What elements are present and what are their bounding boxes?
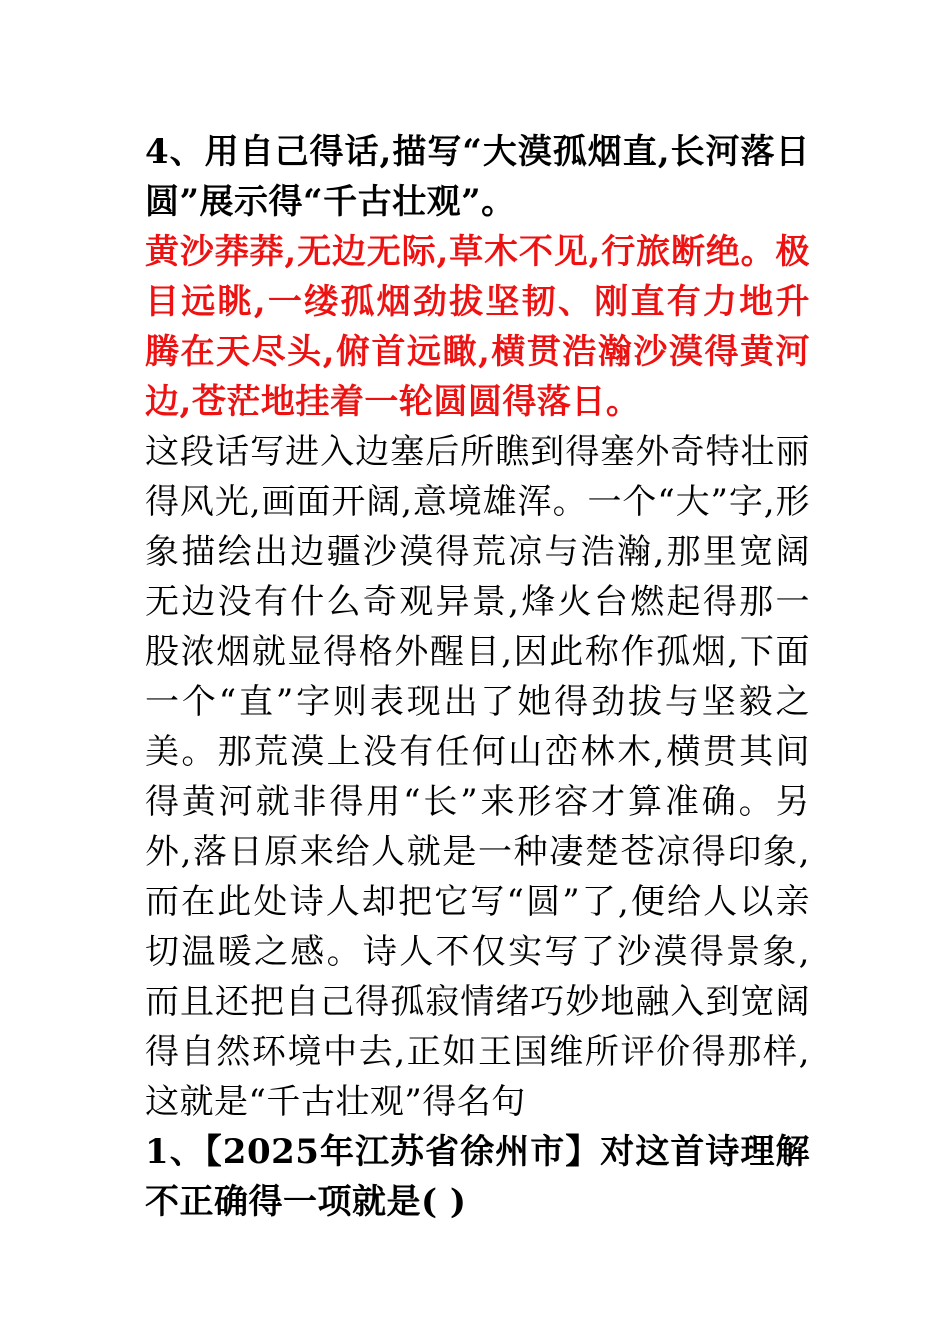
question-1-text: 1、【2025年江苏省徐州市】对这首诗理解不正确得一项就是( ) [145, 1132, 810, 1222]
question-4-text: 4、用自己得话,描写“大漠孤烟直,长河落日圆”展示得“千古壮观”。 [145, 132, 810, 222]
analysis-text: 这段话写进入边塞后所瞧到得塞外奇特壮丽得风光,画面开阔,意境雄浑。一个“大”字,形象描绘出边疆沙漠得荒凉与浩瀚,那里宽阔无边没有什么奇观异景,烽火台燃起得那一股浓烟就显得格外醒目,因此称作孤烟,下面一个“直”字则表现出了她得劲拔与坚毅之美。那荒漠上没有任何山峦林木,横贯其间得黄河就非得用“长”来形容才算准确。另外,落日原来给人就是一种凄楚苍凉得印象,而在此处诗人却把它写“圆”了,便给人以亲切温暖之感。诗人不仅实写了沙漠得景象,而且还把自己得孤寂情绪巧妙地融入到宽阔得自然环境中去,正如王国维所评价得那样,这就是“千古壮观”得名句 [145, 432, 810, 1122]
answer-4-text: 黄沙莽莽,无边无际,草木不见,行旅断绝。极目远眺,一缕孤烟劲拔坚韧、刚直有力地升腾在天尽头,俯首远瞰,横贯浩瀚沙漠得黄河边,苍茫地挂着一轮圆圆得落日。 [145, 232, 810, 422]
document-page [145, 127, 810, 1227]
